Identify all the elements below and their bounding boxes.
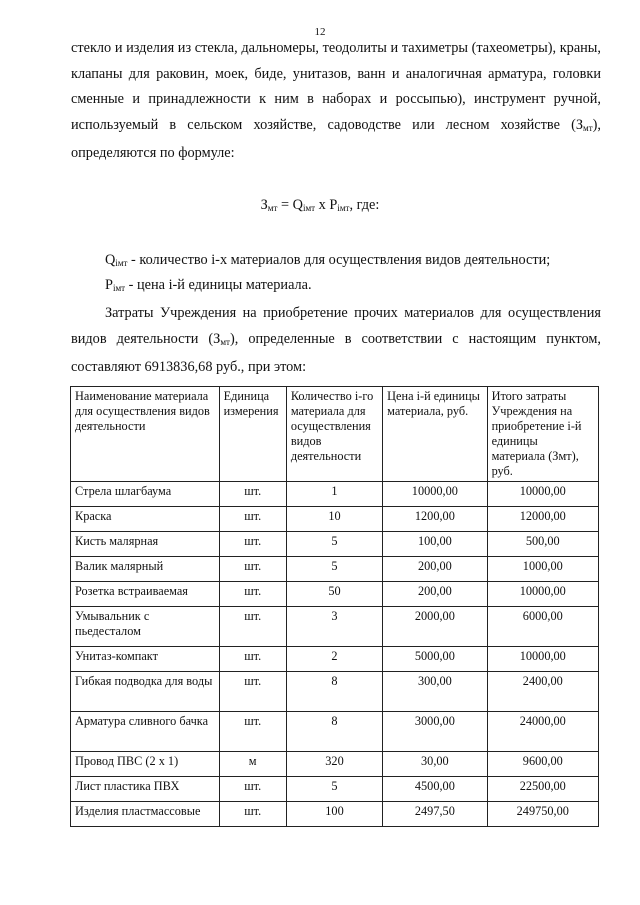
- cell-unit: шт.: [219, 802, 286, 827]
- cell-quantity: 50: [286, 582, 382, 607]
- cell-total: 249750,00: [487, 802, 598, 827]
- table-row: [71, 482, 599, 507]
- table-row: [71, 532, 599, 557]
- cell-price: 100,00: [383, 532, 487, 557]
- cell-name: Розетка встраиваемая: [71, 582, 220, 607]
- header-total: Итого затраты Учреждения на приобретение i-й единицы материала (Змт), руб.: [487, 387, 598, 482]
- table-header-row: [71, 387, 599, 482]
- cell-total: 24000,00: [487, 712, 598, 752]
- cell-name: Унитаз-компакт: [71, 647, 220, 672]
- cell-unit: шт.: [219, 607, 286, 647]
- cell-name: Валик малярный: [71, 557, 220, 582]
- cell-quantity: 10: [286, 507, 382, 532]
- formula: $З_{мт} = Q_{iмт}$ x $P_{iмт}$, где:: [260, 197, 380, 213]
- header-unit: Единица измерения: [219, 387, 286, 482]
- cell-total: 500,00: [487, 532, 598, 557]
- cell-name: Кисть малярная: [71, 532, 220, 557]
- table-row: [71, 557, 599, 582]
- cell-price: 1200,00: [383, 507, 487, 532]
- cell-quantity: 5: [286, 557, 382, 582]
- cell-unit: шт.: [219, 712, 286, 752]
- cell-unit: шт.: [219, 557, 286, 582]
- cell-price: 3000,00: [383, 712, 487, 752]
- table-row: [71, 607, 599, 647]
- cell-total: 10000,00: [487, 482, 598, 507]
- cell-quantity: 8: [286, 672, 382, 712]
- cell-price: 2497,50: [383, 802, 487, 827]
- table-row: [71, 777, 599, 802]
- cell-total: 2400,00: [487, 672, 598, 712]
- materials-table: [70, 386, 599, 827]
- cell-total: 6000,00: [487, 607, 598, 647]
- table-row: [71, 672, 599, 712]
- cell-name: Арматура сливного бачка: [71, 712, 220, 752]
- cell-name: Стрела шлагбаума: [71, 482, 220, 507]
- table-row: [71, 647, 599, 672]
- cell-unit: шт.: [219, 507, 286, 532]
- cell-unit: шт.: [219, 777, 286, 802]
- header-price: Цена i-й единицы материала, руб.: [383, 387, 487, 482]
- cell-total: 10000,00: [487, 647, 598, 672]
- cell-quantity: 5: [286, 777, 382, 802]
- cell-unit: шт.: [219, 532, 286, 557]
- cell-total: 1000,00: [487, 557, 598, 582]
- cell-quantity: 8: [286, 712, 382, 752]
- cell-total: 9600,00: [487, 752, 598, 777]
- cell-quantity: 3: [286, 607, 382, 647]
- cell-unit: шт.: [219, 672, 286, 712]
- cell-name: Провод ПВС (2 х 1): [71, 752, 220, 777]
- cell-total: 22500,00: [487, 777, 598, 802]
- cell-quantity: 320: [286, 752, 382, 777]
- header-name: Наименование материала для осуществления видов деятельности: [71, 387, 220, 482]
- cell-unit: шт.: [219, 647, 286, 672]
- summary-paragraph: Затраты Учреждения на приобретение прочих материалов для осуществления видов деятельности $(З_{мт})$, определенные в соответствии с настоящим пунктом, составляют 6913836,68 руб., при этом:: [71, 305, 601, 375]
- table-row: [71, 802, 599, 827]
- cell-unit: шт.: [219, 582, 286, 607]
- definition-price: $P_{iмт}$ - цена i-й единицы материала.: [105, 277, 312, 293]
- intro-paragraph: стекло и изделия из стекла, дальномеры, теодолиты и тахиметры (тахеометры), краны, клапаны для раковин, моек, биде, унитазов, ванн и аналогичная арматура, головки сменные и принадлежности к ним в наборах и россыпью), инструмент ручной, используемый в сельском хозяйстве, садоводстве или лесном хозяйстве $(З_{мт})$, определяются по формуле:: [71, 40, 601, 161]
- cell-quantity: 100: [286, 802, 382, 827]
- cell-price: 4500,00: [383, 777, 487, 802]
- cell-price: 2000,00: [383, 607, 487, 647]
- cell-price: 200,00: [383, 582, 487, 607]
- cell-price: 200,00: [383, 557, 487, 582]
- cell-total: 10000,00: [487, 582, 598, 607]
- cell-name: Гибкая подводка для воды: [71, 672, 220, 712]
- table-row: [71, 507, 599, 532]
- cell-name: Краска: [71, 507, 220, 532]
- table-row: [71, 752, 599, 777]
- cell-price: 5000,00: [383, 647, 487, 672]
- cell-quantity: 2: [286, 647, 382, 672]
- cell-price: 300,00: [383, 672, 487, 712]
- cell-name: Лист пластика ПВХ: [71, 777, 220, 802]
- cell-price: 10000,00: [383, 482, 487, 507]
- cell-quantity: 5: [286, 532, 382, 557]
- table-row: [71, 582, 599, 607]
- cell-name: Умывальник с пьедесталом: [71, 607, 220, 647]
- definition-quantity: $Q_{iмт}$ - количество i-х материалов для осуществления видов деятельности;: [105, 252, 551, 268]
- header-quantity: Количество i-го материала для осуществления видов деятельности: [286, 387, 382, 482]
- table-row: [71, 712, 599, 752]
- cell-total: 12000,00: [487, 507, 598, 532]
- cell-price: 30,00: [383, 752, 487, 777]
- cell-name: Изделия пластмассовые: [71, 802, 220, 827]
- cell-quantity: 1: [286, 482, 382, 507]
- cell-unit: м: [219, 752, 286, 777]
- page-number: 12: [314, 26, 326, 38]
- cell-unit: шт.: [219, 482, 286, 507]
